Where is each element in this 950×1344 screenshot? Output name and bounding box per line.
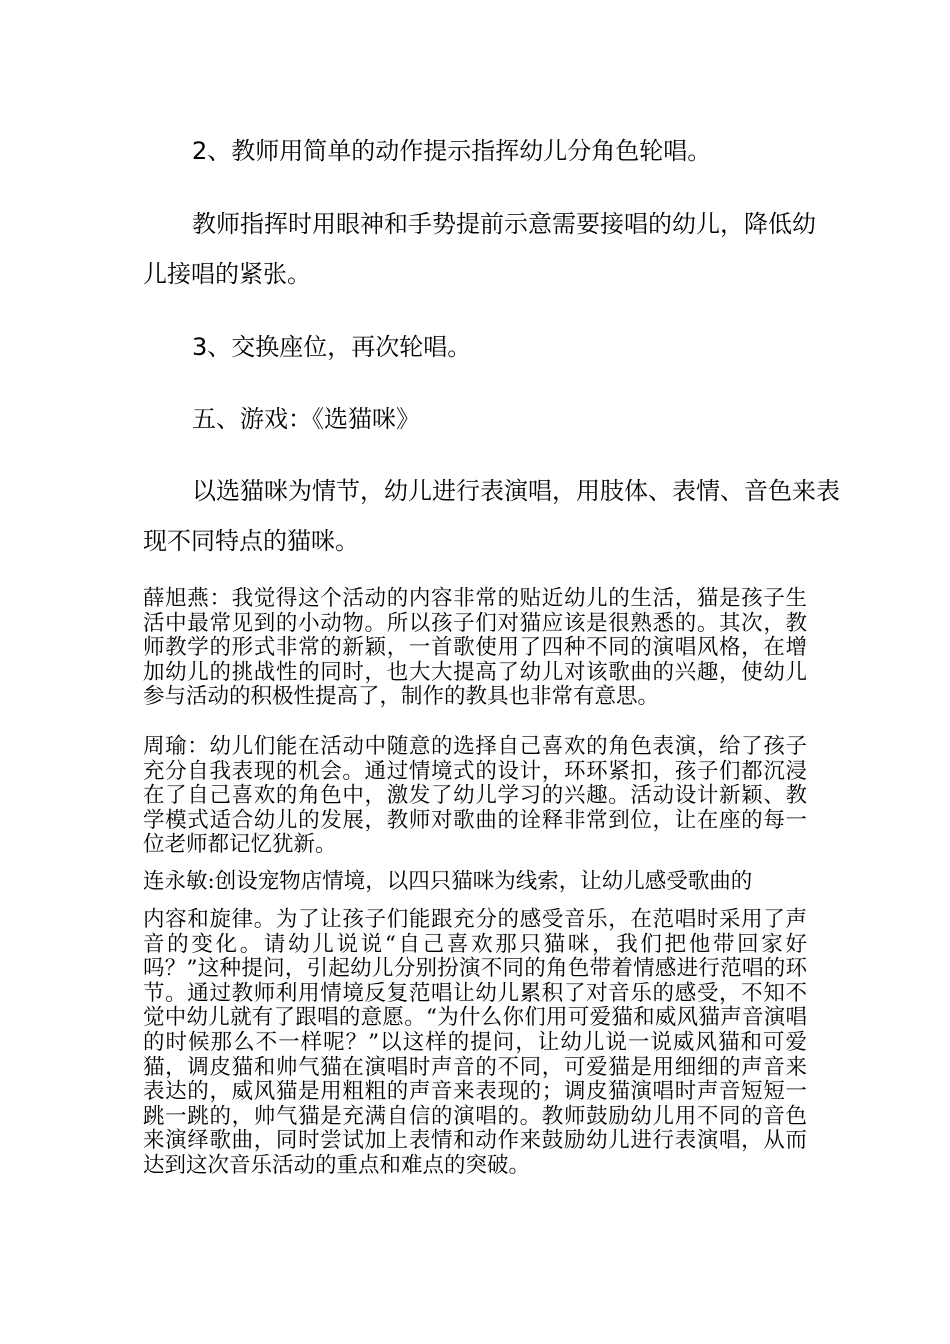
step2-heading: 2、教师用简单的动作提示指挥幼儿分角色轮唱。 bbox=[192, 137, 712, 165]
game-heading: 五、游戏：《选猫咪》 bbox=[192, 405, 420, 433]
step2-body-line-2: 儿接唱的紧张。 bbox=[143, 260, 311, 288]
game-body-line-2: 现不同特点的猫咪。 bbox=[143, 527, 359, 555]
comment-xue-xuyan: 薛旭燕：我觉得这个活动的内容非常的贴近幼儿的生活，猫是孩子生活中最常见到的小动物。所以孩子们对猫应该是很熟悉的。其次，教师教学的形式非常的新颖，一首歌使用了四种不同的演唱风格，在增加幼儿的挑战性的同时，也大大提高了幼儿对该歌曲的兴趣，使幼儿参与活动的积极性提高了，制作的教具也非常有意思。 bbox=[143, 586, 807, 710]
step3-heading: 3、交换座位，再次轮唱。 bbox=[192, 333, 472, 361]
comment-zhou-yu: 周瑜：幼儿们能在活动中随意的选择自己喜欢的角色表演，给了孩子充分自我表现的机会。通过情境式的设计，环环紧扣，孩子们都沉浸在了自己喜欢的角色中，激发了幼儿学习的兴趣。活动设计新颖、教学模式适合幼儿的发展，教师对歌曲的诠释非常到位，让在座的每一位老师都记忆犹新。 bbox=[143, 734, 807, 858]
step2-body-line-1: 教师指挥时用眼神和手势提前示意需要接唱的幼儿，降低幼 bbox=[192, 210, 816, 238]
game-body-line-1: 以选猫咪为情节，幼儿进行表演唱，用肢体、表情、音色来表 bbox=[192, 477, 840, 505]
comment-lian-yongmin-body: 内容和旋律。为了让孩子们能跟充分的感受音乐，在范唱时采用了声音的变化。请幼儿说说“自己喜欢那只猫咪，我们把他带回家好吗？”这种提问，引起幼儿分别扮演不同的角色带着情感进行范唱的环节。通过教师利用情境反复范唱让幼儿累积了对音乐的感受，不知不觉中幼儿就有了跟唱的意愿。“为什么你们用可爱猫和威风猫声音演唱的时候那么不一样呢？”以这样的提问，让幼儿说一说威风猫和可爱猫，调皮猫和帅气猫在演唱时声音的不同，可爱猫是用细细的声音来表达的，威风猫是用粗粗的声音来表现的；调皮猫演唱时声音短短一跳一跳的，帅气猫是充满自信的演唱的。教师鼓励幼儿用不同的音色来演绎歌曲，同时尝试加上表情和动作来鼓励幼儿进行表演唱，从而达到这次音乐活动的重点和难点的突破。 bbox=[143, 907, 807, 1178]
comment-lian-yongmin-first-line: 连永敏:创设宠物店情境，以四只猫咪为线索，让幼儿感受歌曲的 bbox=[143, 869, 753, 894]
